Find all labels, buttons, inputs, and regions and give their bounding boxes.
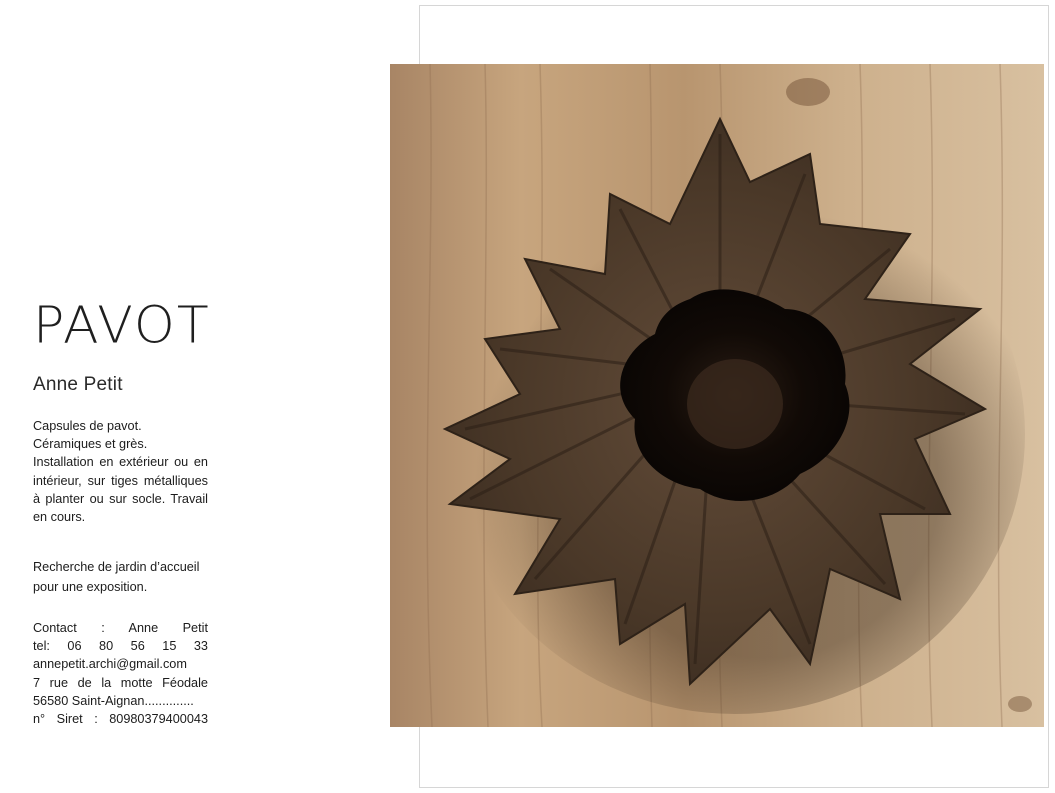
contact-name: Contact : Anne Petit [33, 621, 208, 635]
search-text: Recherche de jardin d’accueil pour une exposition. [33, 560, 200, 594]
contact-block [33, 619, 208, 728]
search-notice [33, 557, 208, 597]
description-line: Installation en extérieur ou en intérieur, sur tiges métalliques à planter ou sur socle. Travail en cours. [33, 455, 208, 525]
contact-siret: n° Siret : 80980379400043 [33, 712, 208, 727]
contact-phone: tel: 06 80 56 15 33 [33, 639, 208, 654]
description-line: Capsules de pavot. [33, 419, 142, 433]
contact-city: 56580 Saint-Aignan.............. [33, 693, 194, 708]
ceramic-poppy-photo [390, 64, 1044, 727]
author-name: Anne Petit [33, 374, 123, 395]
description-line: Céramiques et grès. [33, 437, 148, 452]
page-title: PAVOT [33, 296, 211, 356]
contact-address: 7 rue de la motte Féodale [33, 675, 208, 690]
contact-email: annepetit.archi@gmail.com [33, 657, 187, 672]
description [33, 417, 208, 526]
